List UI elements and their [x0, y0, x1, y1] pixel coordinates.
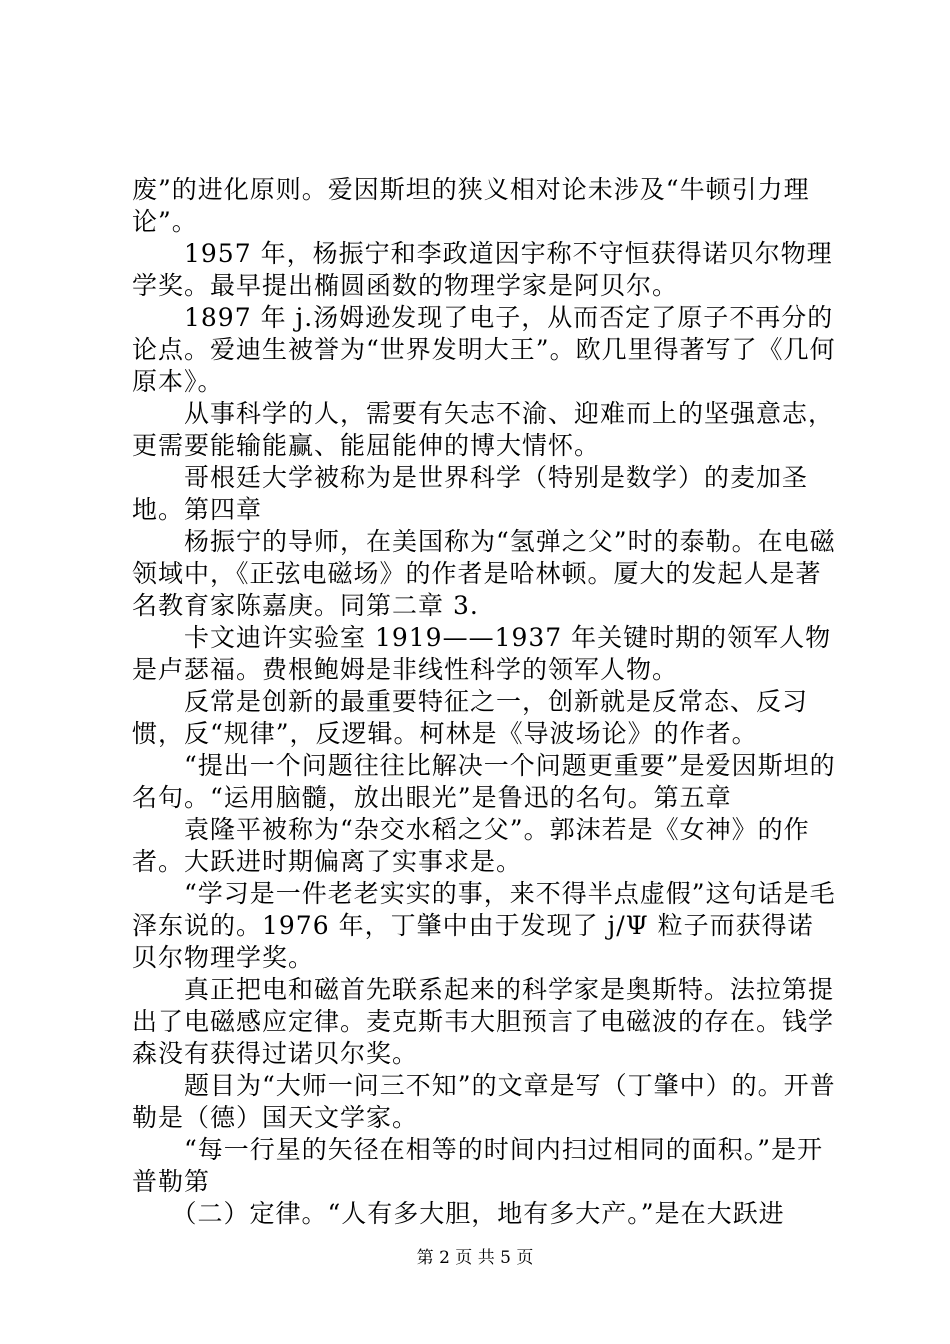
- paragraph: 卡文迪许实验室 1919——1937 年关键时期的领军人物是卢瑟福。费根鲍姆是非线性科学的领军人物。: [132, 623, 832, 684]
- paragraph: 反常是创新的最重要特征之一，创新就是反常态、反习惯，反“规律”，反逻辑。柯林是《导波场论》的作者。: [132, 687, 809, 748]
- paragraph: “提出一个问题往往比解决一个问题更重要”是爱因斯坦的名句。“运用脑髓，放出眼光”是鲁迅的名句。第五章: [132, 751, 836, 812]
- paragraph: 袁隆平被称为“杂交水稻之父”。郭沫若是《女神》的作者。大跃进时期偏离了实事求是。: [132, 815, 810, 876]
- paragraph: 真正把电和磁首先联系起来的科学家是奥斯特。法拉第提出了电磁感应定律。麦克斯韦大胆预言了电磁波的存在。钱学森没有获得过诺贝尔奖。: [132, 975, 835, 1068]
- document-body: [132, 174, 837, 1230]
- page-number-footer: 第 2 页 共 5 页: [416, 1248, 534, 1268]
- paragraph: 废”的进化原则。爱因斯坦的狭义相对论未涉及“牛顿引力理论”。: [132, 175, 810, 236]
- paragraph: 杨振宁的导师，在美国称为“氢弹之父”时的泰勒。在电磁领域中，《正弦电磁场》的作者是哈林顿。厦大的发起人是著名教育家陈嘉庚。同第二章 3.: [132, 527, 836, 620]
- paragraph: 1957 年，杨振宁和李政道因宇称不守恒获得诺贝尔物理学奖。最早提出椭圆函数的物理学家是阿贝尔。: [132, 239, 833, 300]
- paragraph: 哥根廷大学被称为是世界科学（特别是数学）的麦加圣地。第四章: [132, 463, 809, 524]
- paragraph: 从事科学的人，需要有矢志不渝、迎难而上的坚强意志，更需要能输能赢、能屈能伸的博大情怀。: [132, 399, 835, 460]
- paragraph: （二）定律。“人有多大胆，地有多大产。”是在大跃进: [132, 1199, 785, 1228]
- paragraph: “学习是一件老老实实的事，来不得半点虚假”这句话是毛泽东说的。1976 年，丁肇中由于发现了 j/Ψ 粒子而获得诺贝尔物理学奖。: [132, 879, 836, 972]
- paragraph: 1897 年 j.汤姆逊发现了电子，从而否定了原子不再分的论点。爱迪生被誉为“世界发明大王”。欧几里得著写了《几何原本》。: [132, 303, 836, 396]
- paragraph: “每一行星的矢径在相等的时间内扫过相同的面积。”是开普勒第: [132, 1135, 824, 1196]
- paragraph: 题目为“大师一问三不知”的文章是写（丁肇中）的。开普勒是（德）国天文学家。: [132, 1071, 836, 1132]
